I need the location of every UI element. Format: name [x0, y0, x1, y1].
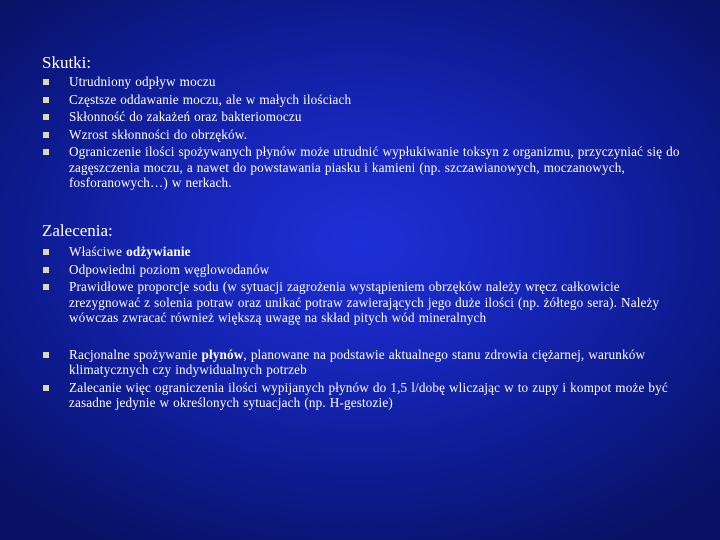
square-bullet-icon [43, 385, 49, 391]
list-item-text: Utrudniony odpływ moczu [69, 74, 216, 89]
list-item-bold-text: odżywianie [126, 244, 191, 259]
list-item [42, 127, 692, 143]
square-bullet-icon [43, 267, 49, 273]
list-item [42, 144, 692, 191]
list-item [42, 380, 692, 411]
list-item-text: Prawidłowe proporcje sodu (w sytuacji zagrożenia wystąpieniem obrzęków należy wręcz całkowicie zrezygnować z solenia potraw oraz unikać potraw zawierających jego duże ilości (np. żółtego sera). Należy wówczas zwracać również większą uwagę na skład pitych wód mineralnych [69, 279, 660, 325]
list-item [42, 92, 692, 108]
list-item-text: Skłonność do zakażeń oraz bakteriomoczu [69, 109, 302, 124]
skutki-list [42, 74, 692, 193]
square-bullet-icon [43, 352, 49, 358]
list-item-text: , planowane na podstawie aktualnego stanu zdrowia ciężarnej, warunków klimatycznych czy indywidualnych potrzeb [69, 346, 646, 377]
square-bullet-icon [43, 284, 49, 290]
list-item-text: Racjonalne spożywanie [69, 346, 202, 362]
list-item [42, 279, 692, 326]
list-item-text: Odpowiedni poziom węglowodanów [69, 261, 270, 277]
square-bullet-icon [43, 79, 49, 85]
list-item-text: Częstsze oddawanie moczu, ale w małych ilościach [69, 91, 352, 107]
square-bullet-icon [43, 132, 49, 138]
zalecenia-heading: Zalecenia: [42, 221, 113, 240]
list-item-text: Zalecanie więc ograniczenia ilości wypijanych płynów do 1,5 l/dobę wliczając w to zupy i kompot może być zasadne jedynie w określonych sytuacjach (np. H-gestozie) [69, 379, 668, 410]
list-item [42, 244, 692, 260]
list-item-text: Ograniczenie ilości spożywanych płynów może utrudnić wypłukiwanie toksyn z organizmu, przyczyniać się do zagęszczenia moczu, a nawet do powstawania piasku i kamieni (np. szczawianowych, moczanowych, fosforanowych…) w nerkach. [69, 144, 680, 190]
zalecenia-list [42, 244, 692, 413]
list-item [42, 109, 692, 125]
list-item [42, 347, 692, 378]
square-bullet-icon [43, 249, 49, 255]
list-item-bold-text: płynów [201, 346, 244, 362]
list-item [42, 74, 692, 90]
square-bullet-icon [43, 114, 49, 120]
square-bullet-icon [43, 97, 49, 103]
square-bullet-icon [43, 149, 49, 155]
list-item [42, 262, 692, 278]
skutki-heading: Skutki: [42, 53, 92, 72]
list-item-text: Wzrost skłonności do obrzęków. [69, 126, 248, 142]
list-item-text: Właściwe [69, 244, 127, 259]
